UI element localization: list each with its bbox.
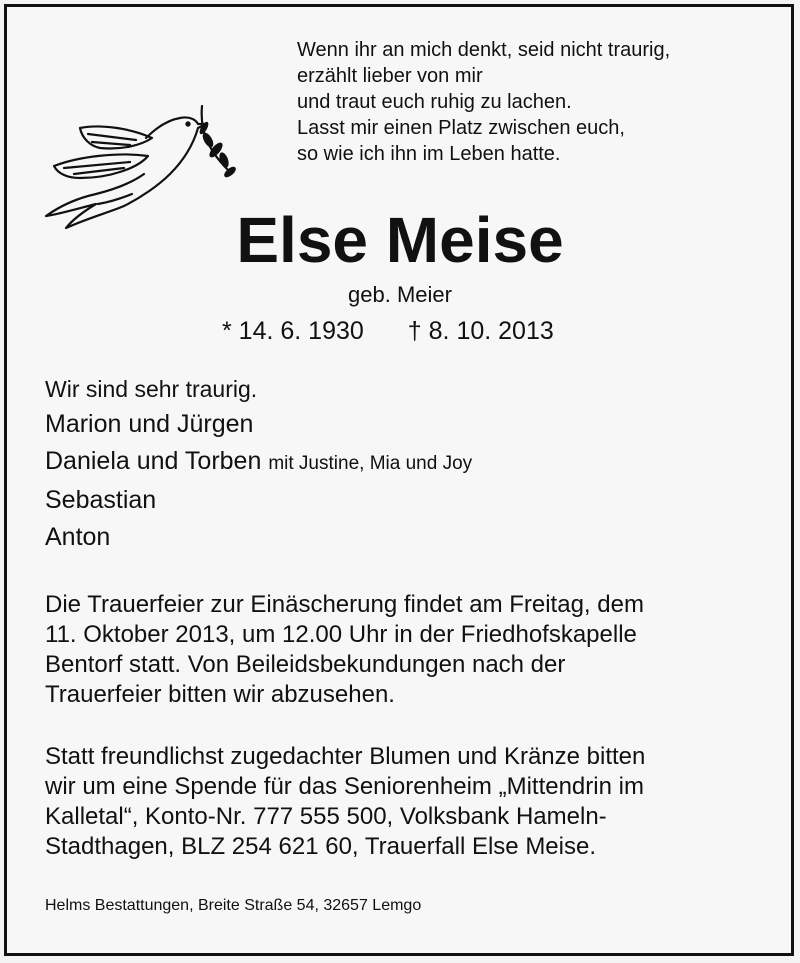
poem-line: und traut euch ruhig zu lachen. bbox=[297, 91, 572, 113]
mourners-list bbox=[45, 372, 472, 556]
maiden-name: geb. Meier bbox=[348, 282, 452, 307]
mourners-intro: Wir sind sehr traurig. bbox=[45, 376, 258, 402]
mourner bbox=[45, 406, 472, 443]
poem bbox=[297, 37, 670, 167]
mourner-name: Marion und Jürgen bbox=[45, 410, 254, 438]
death-date: † 8. 10. 2013 bbox=[407, 317, 554, 345]
ceremony-line: Die Trauerfeier zur Einäscherung findet am Freitag, dem bbox=[45, 591, 644, 618]
mourner-name: Daniela und Torben bbox=[45, 447, 262, 475]
poem-line: so wie ich ihn im Leben hatte. bbox=[297, 143, 561, 165]
ceremony-line: Bentorf statt. Von Beileidsbekundungen nach der bbox=[45, 651, 566, 678]
donation-line: Kalletal“, Konto-Nr. 777 555 500, Volksbank Hameln- bbox=[45, 803, 607, 830]
mourner-name: Sebastian bbox=[45, 486, 157, 514]
mourner bbox=[45, 482, 472, 519]
donation-line: wir um eine Spende für das Seniorenheim „Mittendrin im bbox=[45, 773, 644, 800]
mourner bbox=[45, 519, 472, 556]
poem-line: erzählt lieber von mir bbox=[297, 65, 483, 87]
ceremony-line: Trauerfeier bitten wir abzusehen. bbox=[45, 681, 395, 708]
mourner-extra: mit Justine, Mia und Joy bbox=[268, 453, 473, 474]
poem-line: Lasst mir einen Platz zwischen euch, bbox=[297, 117, 625, 139]
funeral-home-footer: Helms Bestattungen, Breite Straße 54, 32657 Lemgo bbox=[45, 897, 422, 914]
mourner bbox=[45, 443, 472, 482]
ceremony-line: 11. Oktober 2013, um 12.00 Uhr in der Friedhofskapelle bbox=[45, 621, 637, 648]
donation-line: Statt freundlichst zugedachter Blumen und Kränze bitten bbox=[45, 743, 646, 770]
deceased-name: Else Meise bbox=[236, 204, 564, 276]
poem-line: Wenn ihr an mich denkt, seid nicht traurig, bbox=[297, 39, 671, 61]
life-dates bbox=[222, 315, 554, 347]
mourner-name: Anton bbox=[45, 523, 111, 551]
ceremony-notice bbox=[45, 590, 765, 710]
donation-notice bbox=[45, 742, 765, 862]
birth-date: * 14. 6. 1930 bbox=[222, 317, 364, 345]
donation-line: Stadthagen, BLZ 254 621 60, Trauerfall Else Meise. bbox=[45, 833, 597, 860]
